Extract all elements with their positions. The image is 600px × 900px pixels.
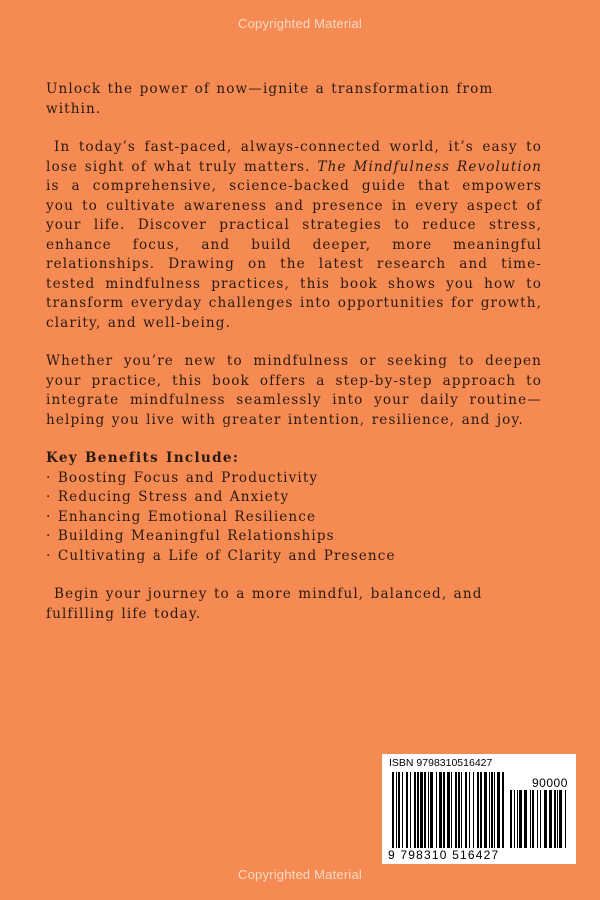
barcode-bar [402,772,403,848]
barcode-bar [473,772,474,848]
addon-barcode-bars [510,790,568,848]
barcode-bar [491,772,493,848]
barcode-bar [540,790,541,848]
barcode-bar [417,772,419,848]
barcode-bar [557,790,558,848]
closing-paragraph: Begin your journey to a more mindful, balanced, and fulfilling life today. [46,586,483,622]
barcode-bar [414,772,416,848]
barcode-bar [554,790,556,848]
approach-paragraph: Whether you’re new to mindfulness or seeking to deepen your practice, this book offers a step-by-step approach to integrate mindfulness seamlessly into your daily routine—helping you live with greater intention, resilience, and joy. [46,353,542,428]
benefit-item: · Boosting Focus and Productivity [46,469,319,486]
barcode-bar [537,790,538,848]
barcode-bar [420,772,423,848]
isbn-label: ISBN 9798310516427 [389,757,493,769]
barcode-bar [392,772,394,848]
benefits-heading: Key Benefits Include: [46,450,240,466]
barcode-bar [530,790,531,848]
watermark-bottom: Copyrighted Material [238,867,362,882]
barcode-bar [447,772,450,848]
benefit-item: · Reducing Stress and Anxiety [46,489,290,505]
ean-barcode-bars [392,772,504,848]
barcode-bar [451,772,452,848]
barcode-bar [455,772,457,848]
barcode-bar [477,772,479,848]
barcode-bar [494,772,495,848]
barcode-bar [458,772,460,848]
benefits-list [46,469,542,567]
intro-text-after: is a comprehensive, science-backed guide that empowers you to cultivate awareness and presence in every aspect of your life. Discover practical strategies to reduce stress, enhance focus, and build deeper, more meaningful relationships. Drawing on the latest research and time-tested mindfulness practices, this book shows you how to transform everyday challenges into opportunities for growth, clarity, and well-being. [46,178,542,331]
benefit-item: · Cultivating a Life of Clarity and Presence [46,547,396,564]
barcode-bar [484,772,487,848]
barcode-bar [559,790,562,848]
barcode-bar [565,790,566,848]
barcode-bar [519,790,522,848]
barcode-bar [497,772,500,848]
barcode-bar [549,790,552,848]
barcode-bar [510,790,512,848]
barcode-bar [439,772,442,848]
barcode-bar [443,772,445,848]
barcode-bar [532,790,534,848]
isbn-barcode [382,754,576,864]
barcode-bar [406,772,408,848]
barcode-bar [480,772,482,848]
barcode-bar [469,772,470,848]
barcode-bar [436,772,437,848]
barcode-bar [424,772,426,848]
watermark-top: Copyrighted Material [238,16,362,31]
barcode-bar [428,772,429,848]
barcode-bar [410,772,411,848]
ean-digits: 9 798310 516427 [388,848,500,862]
barcode-bar [517,790,518,848]
benefit-item: · Building Meaningful Relationships [46,528,335,544]
barcode-bar [514,790,515,848]
barcode-bar [502,772,504,848]
intro-paragraph [46,138,542,333]
tagline: Unlock the power of now—ignite a transformation from within. [46,81,494,117]
barcode-bar [465,772,467,848]
barcode-bar [544,790,547,848]
barcode-bar [461,772,462,848]
barcode-bar [489,772,490,848]
barcode-bar [398,772,400,848]
benefit-item: · Enhancing Emotional Resilience [46,508,317,525]
barcode-bar [430,772,433,848]
barcode-bar [396,772,397,848]
book-title: The Mindfulness Revolution [317,158,542,175]
intro-text-before: In today’s fast-paced, always-connected world, it’s easy to lose sight of what truly matters. [46,139,542,175]
price-code: 90000 [532,776,568,790]
back-cover-text [46,80,542,624]
barcode-bar [524,790,527,848]
